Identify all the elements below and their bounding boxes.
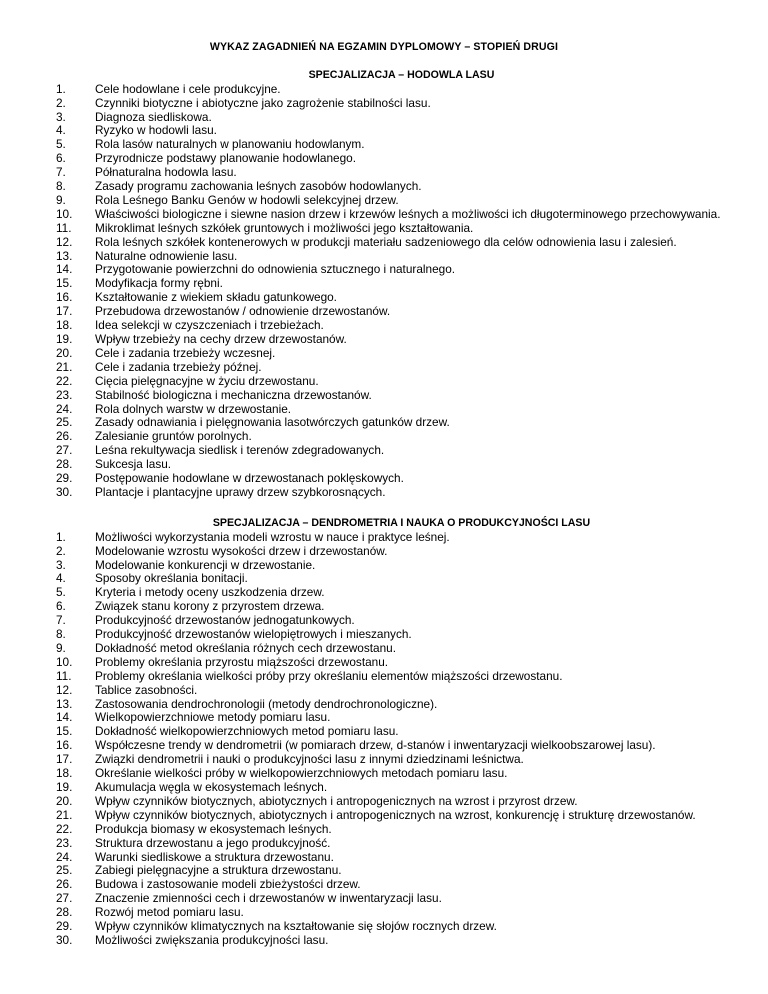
item-number: 14.: [56, 710, 73, 725]
item-number: 28.: [56, 905, 73, 920]
item-number: 9.: [56, 192, 66, 207]
item-number: 1.: [56, 81, 66, 96]
item-number: 23.: [56, 835, 73, 850]
item-text: Diagnoza siedliskowa.: [95, 109, 212, 124]
item-number: 18.: [56, 318, 73, 333]
item-text: Mikroklimat leśnych szkółek gruntowych i możliwości jego kształtowania.: [95, 220, 474, 235]
list-item: [0, 430, 768, 444]
item-text: Idea selekcji w czyszczeniach i trzebieżach.: [95, 318, 324, 333]
item-number: 18.: [56, 766, 73, 781]
item-number: 22.: [56, 821, 73, 836]
item-number: 25.: [56, 863, 73, 878]
item-number: 15.: [56, 724, 73, 739]
item-number: 5.: [56, 585, 66, 600]
item-text: Naturalne odnowienie lasu.: [95, 248, 238, 263]
list-item: [0, 753, 768, 767]
item-number: 8.: [56, 627, 66, 642]
list-item: [0, 642, 768, 656]
item-text: Kryteria i metody oceny uszkodzenia drzew.: [95, 585, 325, 600]
list-item: [0, 250, 768, 264]
list-item: [0, 559, 768, 573]
item-number: 26.: [56, 429, 73, 444]
item-text: Modelowanie wzrostu wysokości drzew i drzewostanów.: [95, 543, 388, 558]
item-text: Właściwości biologiczne i siewne nasion drzew i krzewów leśnych a możliwości ich długoterminowego przechowywania.: [95, 206, 721, 221]
list-item: [0, 837, 768, 851]
list-item: [0, 83, 768, 97]
item-text: Stabilność biologiczna i mechaniczna drzewostanów.: [95, 387, 372, 402]
item-number: 26.: [56, 877, 73, 892]
item-text: Przyrodnicze podstawy planowanie hodowlanego.: [95, 151, 357, 166]
item-text: Struktura drzewostanu a jego produkcyjność.: [95, 835, 331, 850]
item-text: Warunki siedliskowe a struktura drzewostanu.: [95, 849, 334, 864]
item-text: Dokładność metod określania różnych cech drzewostanu.: [95, 640, 396, 655]
item-number: 21.: [56, 359, 73, 374]
item-number: 19.: [56, 780, 73, 794]
item-text: Cele i zadania trzebieży wczesnej.: [95, 345, 276, 360]
item-text: Przygotowanie powierzchni do odnowienia sztucznego i naturalnego.: [95, 262, 456, 277]
item-text: Związki dendrometrii i nauki o produkcyjności lasu z innymi dziedzinami leśnictwa.: [95, 752, 524, 767]
list-item: [0, 291, 768, 305]
item-number: 20.: [56, 345, 73, 360]
item-number: 27.: [56, 891, 73, 906]
item-number: 23.: [56, 387, 73, 402]
item-number: 20.: [56, 793, 73, 808]
list-item: [0, 361, 768, 375]
item-number: 25.: [56, 415, 73, 430]
list-item: [0, 711, 768, 725]
item-number: 3.: [56, 557, 66, 572]
item-number: 21.: [56, 807, 73, 822]
item-text: Budowa i zastosowanie modeli zbieżystości drzew.: [95, 877, 361, 892]
item-text: Problemy określania wielkości próby przy określaniu elementów miąższości drzewostanu.: [95, 668, 563, 683]
list-item: [0, 851, 768, 865]
item-text: Wielkopowierzchniowe metody pomiaru lasu.: [95, 710, 331, 725]
list-item: [0, 180, 768, 194]
list-item: [0, 920, 768, 934]
item-number: 2.: [56, 95, 66, 110]
list-item: [0, 111, 768, 125]
item-number: 22.: [56, 373, 73, 388]
item-text: Współczesne trendy w dendrometrii (w pomiarach drzew, d-stanów i inwentaryzacji wielkoobszarowej lasu).: [95, 738, 656, 753]
list-item: [0, 600, 768, 614]
item-number: 19.: [56, 332, 73, 346]
item-text: Sposoby określania bonitacji.: [95, 571, 248, 586]
list-item: [0, 444, 768, 458]
item-number: 10.: [56, 206, 73, 221]
list-item: [0, 739, 768, 753]
item-number: 14.: [56, 262, 73, 277]
item-number: 3.: [56, 109, 66, 124]
list-item: [0, 472, 768, 486]
list-item: [0, 458, 768, 472]
item-text: Przebudowa drzewostanów / odnowienie drzewostanów.: [95, 304, 391, 319]
item-text: Tablice zasobności.: [95, 682, 198, 697]
item-text: Wpływ czynników klimatycznych na kształtowanie się słojów rocznych drzew.: [95, 919, 497, 934]
item-text: Czynniki biotyczne i abiotyczne jako zagrożenie stabilności lasu.: [95, 95, 431, 110]
document-title: WYKAZ ZAGADNIEŃ NA EGZAMIN DYPLOMOWY – STOPIEŃ DRUGI: [209, 41, 559, 53]
item-number: 7.: [56, 165, 66, 180]
list-item: [0, 333, 768, 347]
item-text: Rola lasów naturalnych w planowaniu hodowlanym.: [95, 137, 365, 152]
item-text: Możliwości zwiększania produkcyjności lasu.: [95, 932, 329, 947]
item-text: Półnaturalna hodowla lasu.: [95, 165, 237, 180]
item-number: 29.: [56, 919, 73, 934]
item-number: 6.: [56, 151, 66, 166]
list-item: [0, 347, 768, 361]
list-item: [0, 403, 768, 417]
item-number: 6.: [56, 599, 66, 614]
item-text: Dokładność wielkopowierzchniowych metod pomiaru lasu.: [95, 724, 399, 739]
list-item: [0, 628, 768, 642]
list-item: [0, 222, 768, 236]
item-text: Rola leśnych szkółek kontenerowych w produkcji materiału sadzeniowego dla celów odnowienia lasu i zalesień.: [95, 234, 677, 249]
list-item: [0, 389, 768, 403]
list-item: [0, 545, 768, 559]
list-item: [0, 208, 768, 222]
item-text: Problemy określania przyrostu miąższości drzewostanu.: [95, 654, 389, 669]
item-number: 12.: [56, 234, 73, 249]
item-number: 16.: [56, 738, 73, 753]
section-hodowla-lasu: [0, 69, 768, 500]
list-item: [0, 892, 768, 906]
list-item: [0, 684, 768, 698]
item-number: 24.: [56, 849, 73, 864]
item-number: 30.: [56, 484, 73, 499]
item-text: Cięcia pielęgnacyjne w życiu drzewostanu.: [95, 373, 319, 388]
item-text: Modyfikacja formy rębni.: [95, 276, 223, 291]
item-text: Wpływ czynników biotycznych, abiotycznych i antropogenicznych na wzrost, konkurencję i strukturę drzewostanów.: [95, 807, 696, 822]
item-text: Akumulacja węgla w ekosystemach leśnych.: [95, 780, 328, 794]
item-text: Rozwój metod pomiaru lasu.: [95, 905, 244, 920]
list-item: [0, 531, 768, 545]
item-number: 28.: [56, 457, 73, 472]
list-item: [0, 614, 768, 628]
list-item: [0, 572, 768, 586]
list-item: [0, 934, 768, 948]
list-item: [0, 878, 768, 892]
list-item: [0, 124, 768, 138]
item-number: 13.: [56, 696, 73, 711]
item-text: Zalesianie gruntów porolnych.: [95, 429, 252, 444]
item-number: 1.: [56, 529, 66, 544]
item-number: 27.: [56, 443, 73, 458]
item-text: Określanie wielkości próby w wielkopowierzchniowych metodach pomiaru lasu.: [95, 766, 508, 781]
item-number: 10.: [56, 654, 73, 669]
item-number: 9.: [56, 640, 66, 655]
list-item: [0, 698, 768, 712]
list-item: [0, 319, 768, 333]
section-dendrometria: [0, 517, 768, 948]
item-text: Zastosowania dendrochronologii (metody dendrochronologiczne).: [95, 696, 438, 711]
item-text: Cele i zadania trzebieży późnej.: [95, 359, 262, 374]
item-number: 11.: [56, 668, 72, 683]
item-text: Wpływ czynników biotycznych, abiotycznych i antropogenicznych na wzrost i przyrost drzew.: [95, 793, 578, 808]
list-item: [0, 416, 768, 430]
item-text: Leśna rekultywacja siedlisk i terenów zdegradowanych.: [95, 443, 385, 458]
item-text: Produkcja biomasy w ekosystemach leśnych.: [95, 821, 332, 836]
item-text: Postępowanie hodowlane w drzewostanach poklęskowych.: [95, 471, 404, 486]
list-item: [0, 486, 768, 500]
item-text: Rola dolnych warstw w drzewostanie.: [95, 401, 292, 416]
item-number: 13.: [56, 248, 73, 263]
item-text: Zasady odnawiania i pielęgnowania lasotwórczych gatunków drzew.: [95, 415, 450, 430]
item-number: 2.: [56, 543, 66, 558]
list-item: [0, 236, 768, 250]
item-number: 5.: [56, 137, 66, 152]
list-item: [0, 375, 768, 389]
list-item: [0, 277, 768, 291]
item-text: Związek stanu korony z przyrostem drzewa.: [95, 599, 325, 614]
item-text: Możliwości wykorzystania modeli wzrostu w nauce i praktyce leśnej.: [95, 529, 450, 544]
list-item: [0, 725, 768, 739]
item-text: Produkcyjność drzewostanów jednogatunkowych.: [95, 613, 355, 628]
list-item: [0, 656, 768, 670]
item-number: 8.: [56, 179, 66, 194]
item-number: 12.: [56, 682, 73, 697]
item-text: Cele hodowlane i cele produkcyjne.: [95, 81, 281, 96]
item-number: 24.: [56, 401, 73, 416]
list-item: [0, 586, 768, 600]
list-item: [0, 263, 768, 277]
list-item: [0, 152, 768, 166]
item-text: Ryzyko w hodowli lasu.: [95, 123, 217, 138]
item-number: 29.: [56, 471, 73, 486]
topic-list: [0, 531, 768, 948]
list-item: [0, 138, 768, 152]
item-text: Wpływ trzebieży na cechy drzew drzewostanów.: [95, 332, 347, 346]
item-text: Produkcyjność drzewostanów wielopiętrowych i mieszanych.: [95, 627, 412, 642]
list-item: [0, 781, 768, 795]
list-item: [0, 767, 768, 781]
list-item: [0, 670, 768, 684]
list-item: [0, 97, 768, 111]
item-number: 17.: [56, 304, 73, 319]
item-text: Zabiegi pielęgnacyjne a struktura drzewostanu.: [95, 863, 342, 878]
item-text: Sukcesja lasu.: [95, 457, 172, 472]
item-text: Znaczenie zmienności cech i drzewostanów w inwentaryzacji lasu.: [95, 891, 442, 906]
item-number: 4.: [56, 571, 66, 586]
list-item: [0, 795, 768, 809]
list-item: [0, 194, 768, 208]
item-number: 7.: [56, 613, 66, 628]
item-text: Zasady programu zachowania leśnych zasobów hodowlanych.: [95, 179, 422, 194]
section-heading: SPECJALIZACJA – DENDROMETRIA I NAUKA O PRODUKCYJNOŚCI LASU: [212, 517, 591, 529]
list-item: [0, 864, 768, 878]
item-number: 4.: [56, 123, 66, 138]
item-number: 15.: [56, 276, 73, 291]
list-item: [0, 166, 768, 180]
list-item: [0, 906, 768, 920]
item-number: 16.: [56, 290, 73, 305]
list-item: [0, 305, 768, 319]
item-number: 17.: [56, 752, 73, 767]
list-item: [0, 809, 768, 823]
list-item: [0, 823, 768, 837]
item-number: 11.: [56, 220, 72, 235]
item-number: 30.: [56, 932, 73, 947]
item-text: Plantacje i plantacyjne uprawy drzew szybkorosnących.: [95, 484, 386, 499]
item-text: Kształtowanie z wiekiem składu gatunkowego.: [95, 290, 337, 305]
section-heading: SPECJALIZACJA – HODOWLA LASU: [308, 69, 495, 81]
item-text: Modelowanie konkurencji w drzewostanie.: [95, 557, 316, 572]
topic-list: [0, 83, 768, 500]
item-text: Rola Leśnego Banku Genów w hodowli selekcyjnej drzew.: [95, 192, 399, 207]
